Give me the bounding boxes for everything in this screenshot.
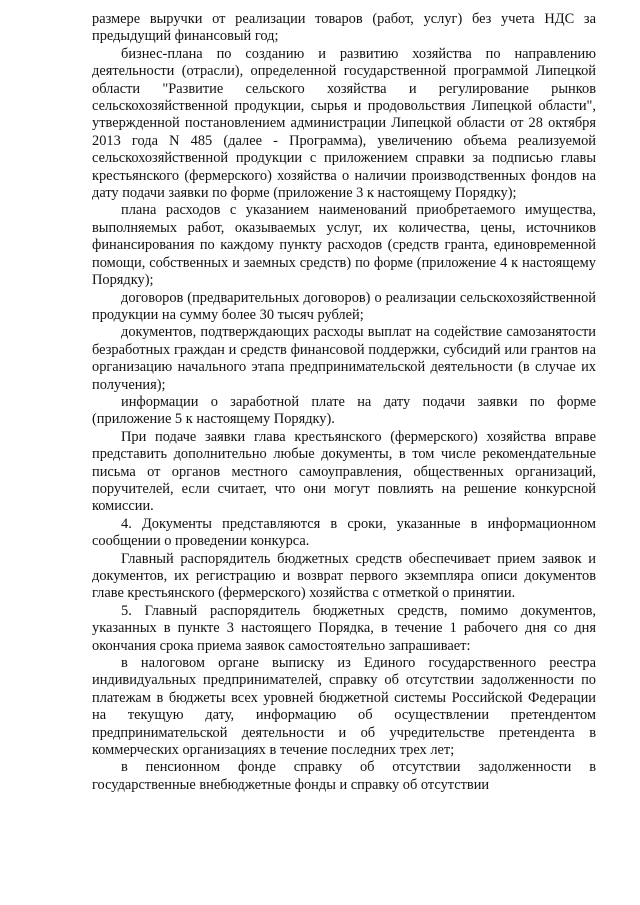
paragraph-additional-documents: При подаче заявки глава крестьянского (фермерского) хозяйства вправе представить дополнительно любые документы, в том числе рекомендательные письма от органов местного самоуправления, общественных организаций, поручителей, если считает, что они могут повлиять на решение конкурсной комиссии. bbox=[92, 428, 596, 515]
paragraph-business-plan: бизнес-плана по созданию и развитию хозяйства по направлению деятельности (отрасли), определенной государственной программой Липецкой области "Развитие сельского хозяйства и регулирование рынков сельскохозяйственной продукции, сырья и продовольствия Липецкой области", утвержденной постановлением администрации Липецкой области от 28 октября 2013 года N 485 (далее - Программа), увеличению объема реализуемой сельскохозяйственной продукции с приложением справки за подписью главы крестьянского (фермерского) хозяйства о наличии производственных фондов на дату подачи заявки по форме (приложение 3 к настоящему Порядку); bbox=[92, 45, 596, 202]
paragraph-item-4: 4. Документы представляются в сроки, указанные в информационном сообщении о проведении конкурса. bbox=[92, 515, 596, 550]
paragraph-item-5: 5. Главный распорядитель бюджетных средств, помимо документов, указанных в пункте 3 настоящего Порядка, в течение 1 рабочего дня со дня окончания срока приема заявок самостоятельно запрашивает: bbox=[92, 602, 596, 654]
paragraph-contracts: договоров (предварительных договоров) о реализации сельскохозяйственной продукции на сумму более 30 тысяч рублей; bbox=[92, 289, 596, 323]
paragraph-revenue-continuation: размере выручки от реализации товаров (работ, услуг) без учета НДС за предыдущий финансовый год; bbox=[92, 11, 596, 45]
paragraph-expense-plan: плана расходов с указанием наименований приобретаемого имущества, выполняемых работ, оказываемых услуг, их количества, цены, источников финансирования по каждому пункту расходов (средств гранта, единовременной помощи, собственных и заемных средств) по форме (приложение 4 к настоящему Порядку); bbox=[92, 202, 596, 289]
paragraph-documents-payments: документов, подтверждающих расходы выплат на содействие самозанятости безработных граждан и средств финансовой поддержки, субсидий или грантов на организацию начального этапа предпринимательской деятельности (в случае их получения); bbox=[92, 324, 596, 393]
paragraph-registration: Главный распорядитель бюджетных средств обеспечивает прием заявок и документов, их регистрацию и возврат первого экземпляра описи документов главе крестьянского (фермерского) хозяйства с отметкой о принятии. bbox=[92, 550, 596, 602]
document-page bbox=[92, 11, 596, 794]
paragraph-salary-info: информации о заработной плате на дату подачи заявки по форме (приложение 5 к настоящему Порядку). bbox=[92, 393, 596, 428]
paragraph-tax-authority: в налоговом органе выписку из Единого государственного реестра индивидуальных предпринимателей, справку об отсутствии задолженности по платежам в бюджеты всех уровней бюджетной системы Российской Федерации на текущую дату, информацию об осуществлении претендентом предпринимательской деятельности и об учредительстве претендента в коммерческих организациях в течение последних трех лет; bbox=[92, 655, 596, 759]
paragraph-pension-fund: в пенсионном фонде справку об отсутствии задолженности в государственные внебюджетные фонды и справку об отсутствии bbox=[92, 759, 596, 793]
